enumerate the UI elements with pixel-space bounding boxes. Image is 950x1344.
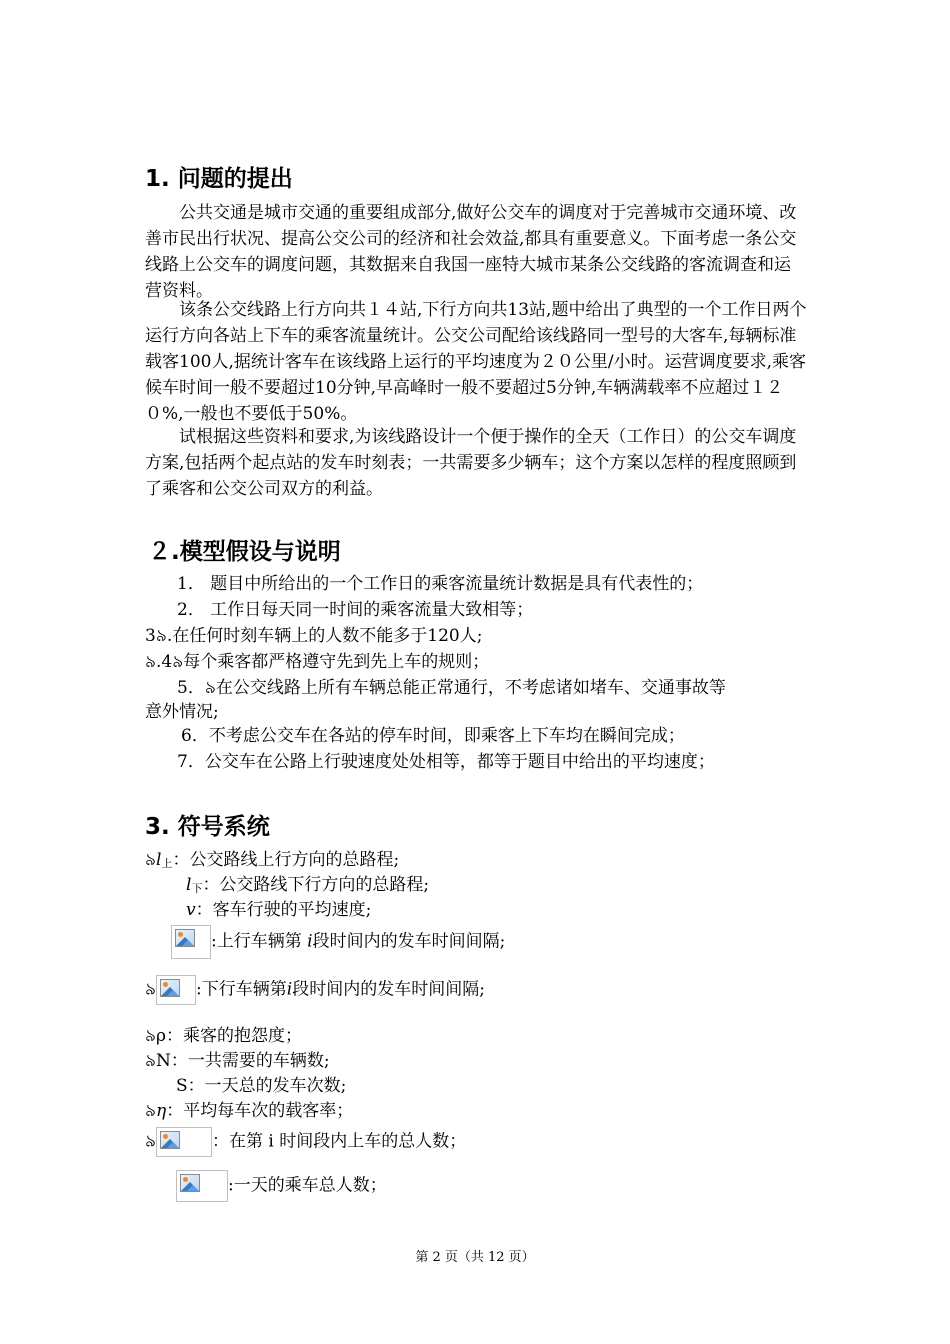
symbol-prefix: ৯	[145, 1101, 157, 1121]
symbol-desc: :上行车辆第	[211, 931, 302, 952]
symbol-boarding-total	[176, 1170, 387, 1202]
section-heading-2: ２.模型假设与说明	[148, 539, 341, 565]
symbol-desc: ：平均每车次的载客率；	[166, 1101, 354, 1121]
symbol-eta	[145, 1099, 353, 1123]
broken-image-icon	[156, 975, 196, 1005]
symbol-var: v	[186, 900, 196, 920]
broken-image-icon	[171, 925, 211, 959]
symbol-desc: ：客车行驶的平均速度;	[195, 900, 372, 920]
broken-image-icon	[176, 1170, 228, 1202]
symbol-desc: ：公交路线上行方向的总路程;	[172, 850, 400, 870]
symbol-l-down	[186, 873, 429, 901]
paragraph-intro: 公共交通是城市交通的重要组成部分,做好公交车的调度对于完善城市交通环境、改善市民出行状况、提高公交公司的经济和社会效益,都具有重要意义。下面考虑一条公交线路上公交车的调度问题，其数据来自我国一座特大城市某条公交线路的客流调查和运营资料。	[145, 203, 797, 301]
symbol-prefix: ৯	[145, 1131, 157, 1152]
symbol-desc: ：公交路线下行方向的总路程;	[202, 875, 430, 895]
symbol-n: ৯N：一共需要的车辆数;	[145, 1051, 330, 1071]
symbol-desc: 段时间内的发车时间间隔;	[312, 931, 506, 952]
page-footer: 第 2 页（共 12 页）	[415, 1250, 535, 1265]
paragraph-route-data: 该条公交线路上行方向共１４站,下行方向共13站,题中给出了典型的一个工作日两个运行方向各站上下车的乘客流量统计。公交公司配给该线路同一型号的大客车,每辆标准载客100人,据统计客车在该线路上运行的平均速度为２０公里/小时。运营调度要求,乘客候车时间一般不要超过10分钟,早高峰时一般不要超过5分钟,车辆满载率不应超过１２０%,一般也不要低于50%。	[145, 300, 807, 424]
symbol-var: l	[186, 875, 192, 895]
symbol-s: S：一天总的发车次数;	[176, 1076, 347, 1096]
symbol-v	[186, 898, 371, 922]
assumption-item: 5．৯在公交线路上所有车辆总能正常通行，不考虑诸如堵车、交通事故等	[177, 678, 726, 698]
symbol-interval-down	[145, 975, 485, 1005]
assumption-item-continued: 意外情况;	[145, 702, 219, 722]
broken-image-icon	[156, 1127, 212, 1157]
symbol-var: η	[156, 1101, 167, 1121]
assumption-item: 1． 题目中所给出的一个工作日的乘客流量统计数据是具有代表性的；	[177, 574, 704, 594]
symbol-interval-up	[171, 925, 505, 959]
symbol-desc: :下行车辆第	[196, 979, 287, 1000]
assumption-item: 3৯.在任何时刻车辆上的人数不能多于120人;	[145, 626, 483, 646]
symbol-rho: ৯ρ：乘客的抱怨度；	[145, 1026, 303, 1046]
symbol-prefix: ৯	[145, 850, 157, 870]
symbol-prefix: ৯	[145, 979, 157, 1000]
assumption-item: ৯.4৯每个乘客都严格遵守先到先上车的规则；	[145, 652, 490, 672]
symbol-desc: :一天的乘车总人数；	[228, 1175, 387, 1196]
symbol-desc: ：在第 i 时间段内上车的总人数；	[212, 1131, 467, 1152]
symbol-var: i	[307, 931, 313, 952]
section-heading-1: 1. 问题的提出	[145, 166, 293, 192]
symbol-l-up	[145, 848, 399, 876]
assumption-item: 2． 工作日每天同一时间的乘客流量大致相等；	[177, 600, 534, 620]
symbol-subscript: 下	[191, 882, 203, 895]
symbol-var: i	[286, 979, 293, 1000]
symbol-var: l	[156, 850, 162, 870]
symbol-subscript: 上	[161, 857, 173, 870]
assumption-item: 6．不考虑公交车在各站的停车时间，即乘客上下车均在瞬间完成；	[181, 726, 685, 746]
paragraph-task: 试根据这些资料和要求,为该线路设计一个便于操作的全天（工作日）的公交车调度方案,包括两个起点站的发车时刻表；一共需要多少辆车；这个方案以怎样的程度照顾到了乘客和公交公司双方的利益。	[145, 427, 797, 499]
symbol-boarding-i	[145, 1127, 466, 1157]
section-heading-3: 3. 符号系统	[145, 814, 270, 840]
assumption-item: 7．公交车在公路上行驶速度处处相等，都等于题目中给出的平均速度；	[177, 752, 715, 772]
symbol-desc: 段时间内的发车时间间隔;	[292, 979, 485, 1000]
